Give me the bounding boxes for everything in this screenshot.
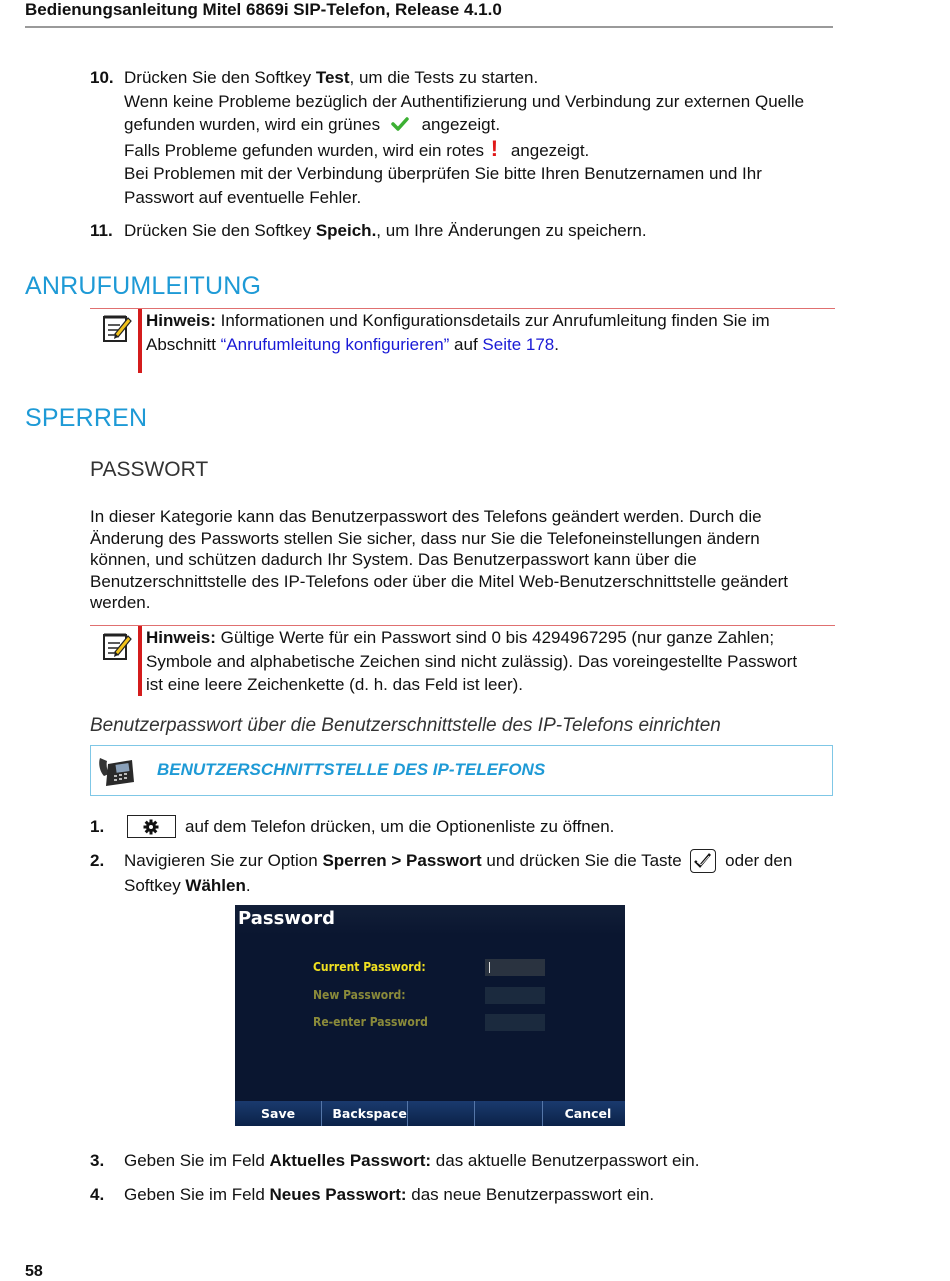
step-text: oder den — [725, 851, 793, 870]
notepad-pencil-icon — [102, 631, 132, 661]
paragraph-line: können, und schützen dadurch Ihr System. Das Benutzerpasswort kann über die — [90, 550, 697, 570]
step-text: gefunden wurden, wird ein grünes — [124, 115, 381, 134]
field-name-label: Neues Passwort: — [269, 1185, 407, 1204]
step-10-text — [124, 66, 844, 209]
step-text: Wenn keine Probleme bezüglich der Authentifizierung und Verbindung zur externen Quelle — [124, 91, 805, 111]
hint-text-password — [146, 626, 846, 697]
step-4-text — [124, 1183, 654, 1207]
field-name-label: Aktuelles Passwort: — [269, 1151, 432, 1170]
text-cursor — [489, 962, 490, 973]
softkey-save-label: Speich. — [315, 221, 377, 240]
menu-path-label: Sperren > Passwort — [322, 851, 482, 870]
current-password-label: Current Password: — [313, 960, 426, 974]
step-text: Drücken Sie den Softkey — [124, 221, 316, 240]
new-password-label: New Password: — [313, 988, 406, 1002]
paragraph-line: Änderung des Passworts stellen Sie sicher, dass nur Sie die Telefoneinstellungen ändern — [90, 528, 760, 548]
step-number: 3. — [90, 1151, 105, 1170]
settings-key-button[interactable] — [127, 815, 176, 838]
hint-bar — [138, 626, 142, 696]
step-11-text — [124, 219, 647, 243]
hint-bar — [138, 309, 142, 373]
step-text: Passwort auf eventuelle Fehler. — [124, 187, 362, 207]
section-heading-lock: SPERREN — [25, 404, 148, 432]
step-text: . — [245, 875, 251, 895]
step-1-text: auf dem Telefon drücken, um die Optionenliste zu öffnen. — [185, 817, 615, 836]
link-call-forward-config[interactable]: “Anrufumleitung konfigurieren” — [220, 334, 450, 354]
step-number: 1. — [90, 817, 105, 836]
paragraph-line: In dieser Kategorie kann das Benutzerpasswort des Telefons geändert werden. Durch die — [90, 507, 762, 526]
checkmark-key-icon — [691, 850, 714, 871]
hint-text: Symbole and alphabetische Zeichen sind nicht zulässig). Das voreingestellte Passwort — [146, 651, 798, 671]
hint-text: . — [554, 334, 559, 354]
hint-text: Informationen und Konfigurationsdetails zur Anrufumleitung finden Sie im — [215, 311, 770, 330]
hint-text: Abschnitt — [146, 334, 221, 354]
red-exclamation-icon: ! — [490, 135, 499, 161]
hint-label: Hinweis: — [146, 311, 216, 330]
step-text: Bei Problemen mit der Verbindung überprüfen Sie bitte Ihren Benutzernamen und Ihr — [124, 164, 762, 183]
paragraph-line: werden. — [90, 593, 151, 613]
phone-softkey-bar — [235, 1101, 625, 1126]
hint-label: Hinweis: — [146, 628, 216, 647]
softkey-empty[interactable] — [475, 1101, 542, 1126]
step-text: Navigieren Sie zur Option — [124, 851, 323, 870]
softkey-backspace[interactable]: Backspace — [322, 1101, 407, 1126]
paragraph-line: Benutzerschnittstelle des IP-Telefons oder über die Mitel Web-Benutzerschnittstelle geändert — [90, 571, 789, 591]
step-text: Softkey — [124, 875, 186, 895]
select-key-button[interactable] — [690, 849, 716, 873]
desk-phone-icon — [96, 752, 136, 790]
current-password-input[interactable] — [485, 959, 545, 976]
ui-section-title: BENUTZERSCHNITTSTELLE DES IP-TELEFONS — [157, 760, 546, 779]
softkey-save[interactable]: Save — [235, 1101, 322, 1126]
step-number: 4. — [90, 1185, 105, 1204]
hint-text-call-forward — [146, 309, 836, 356]
step-text: Falls Probleme gefunden wurden, wird ein rotes — [124, 140, 485, 160]
step-text: Drücken Sie den Softkey — [124, 68, 316, 87]
step-text: , um die Tests zu starten. — [349, 68, 539, 87]
reenter-password-input[interactable] — [485, 1014, 545, 1031]
password-paragraph — [90, 506, 840, 614]
gear-key-icon — [128, 816, 174, 836]
softkey-select-label: Wählen — [185, 875, 246, 895]
step-2-text — [124, 849, 844, 897]
phone-screen-title: Password — [238, 908, 336, 929]
hint-text: ist eine leere Zeichenkette (d. h. das Feld ist leer). — [146, 675, 524, 694]
notepad-pencil-icon — [102, 313, 132, 343]
link-page-178[interactable]: Seite 178 — [482, 334, 555, 354]
subsection-heading-password: PASSWORT — [90, 458, 209, 481]
softkey-empty[interactable] — [408, 1101, 475, 1126]
step-number: 11. — [90, 221, 113, 240]
step-number: 2. — [90, 851, 105, 870]
step-text: das neue Benutzerpasswort ein. — [406, 1185, 655, 1204]
reenter-password-label: Re-enter Password — [313, 1015, 428, 1029]
procedure-heading: Benutzerpasswort über die Benutzerschnittstelle des IP-Telefons einrichten — [90, 715, 721, 736]
new-password-input[interactable] — [485, 987, 545, 1004]
step-text: Geben Sie im Feld — [124, 1151, 270, 1170]
softkey-cancel[interactable]: Cancel — [543, 1101, 625, 1126]
header-rule — [25, 26, 833, 28]
step-3-text — [124, 1149, 699, 1173]
step-text: angezeigt. — [510, 140, 590, 160]
step-text: angezeigt. — [421, 115, 501, 134]
page-header-title: Bedienungsanleitung Mitel 6869i SIP-Telefon, Release 4.1.0 — [25, 0, 502, 19]
hint-text: Gültige Werte für ein Passwort sind 0 bis 4294967295 (nur ganze Zahlen; — [215, 628, 775, 647]
hint-text: auf — [449, 334, 483, 354]
step-text: Geben Sie im Feld — [124, 1185, 270, 1204]
step-number: 10. — [90, 68, 114, 87]
phone-password-screen — [235, 905, 625, 1126]
softkey-test-label: Test — [315, 68, 350, 87]
green-checkmark-icon — [391, 117, 409, 131]
step-text: und drücken Sie die Taste — [481, 851, 682, 870]
section-heading-call-forward: ANRUFUMLEITUNG — [25, 272, 262, 300]
step-text: , um Ihre Änderungen zu speichern. — [376, 221, 647, 240]
step-text: das aktuelle Benutzerpasswort ein. — [431, 1151, 700, 1170]
page-number: 58 — [25, 1263, 43, 1280]
